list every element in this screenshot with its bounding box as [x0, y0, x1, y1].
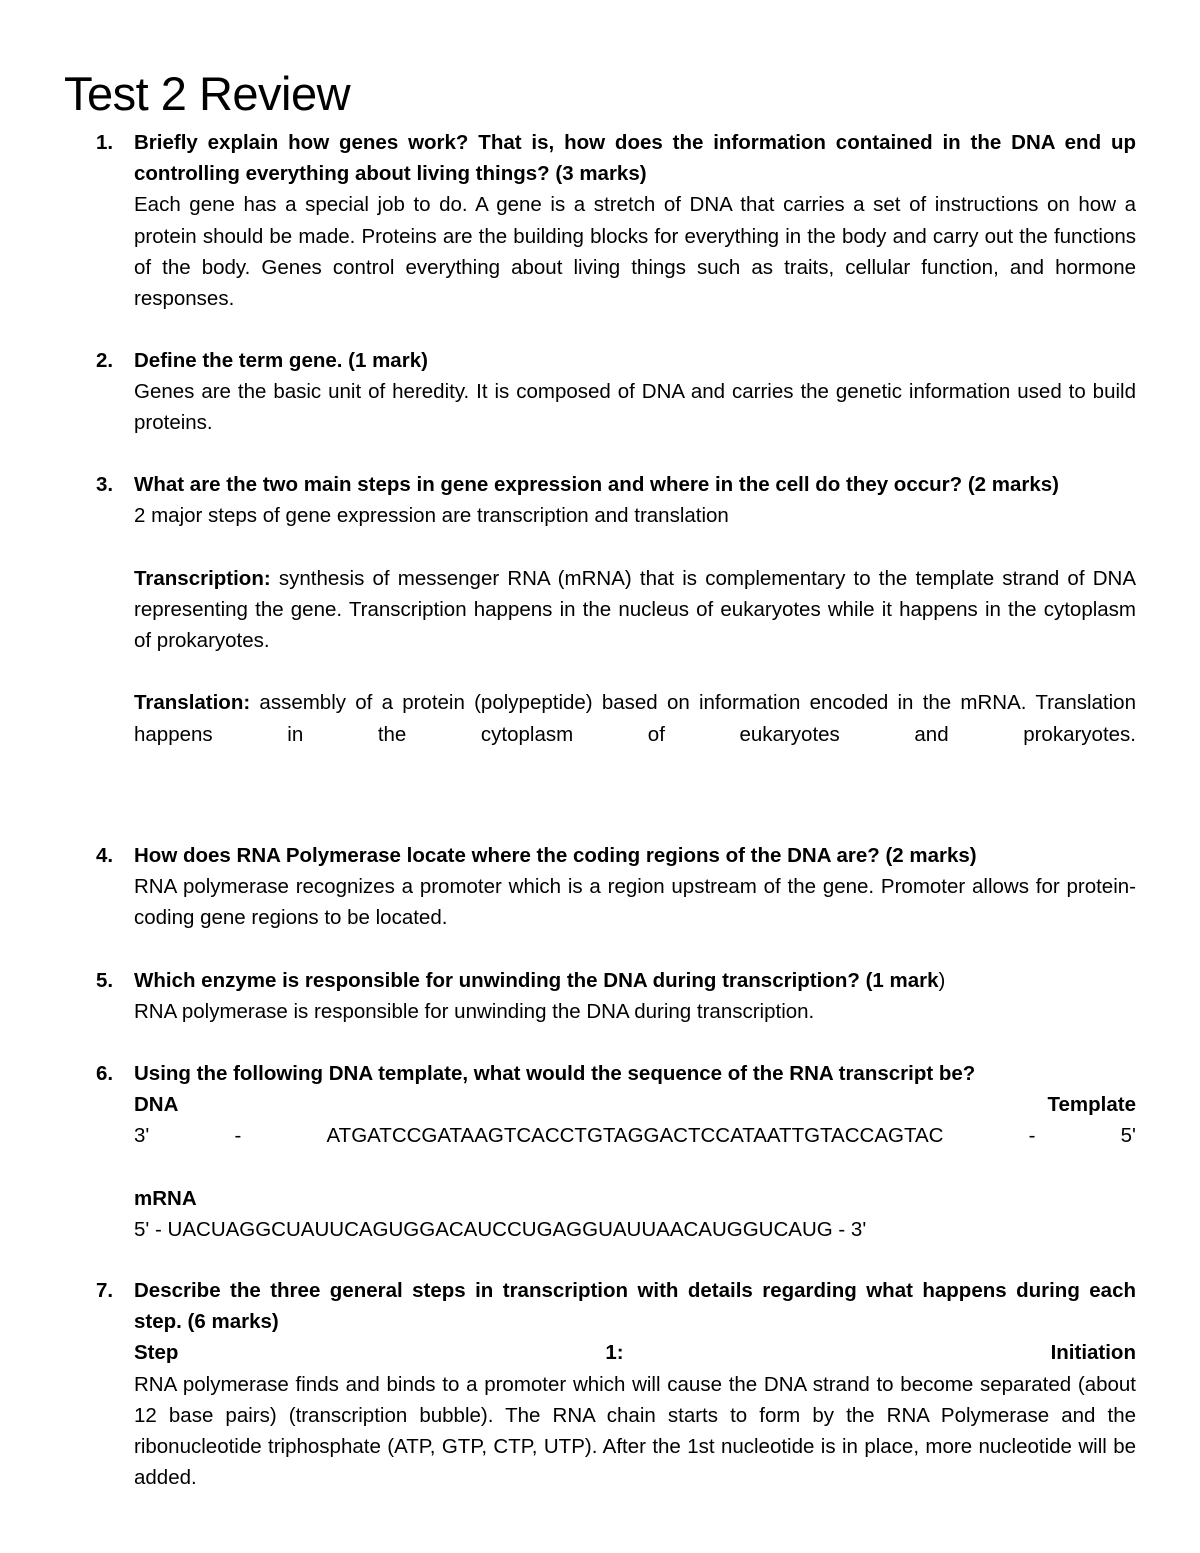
dna-seq-part: 5' [1120, 1124, 1136, 1148]
question-text-close: ) [938, 969, 946, 992]
question-number: 6. [96, 1062, 114, 1085]
step-part: Initiation [1050, 1341, 1136, 1365]
question-text: Describe the three general steps in transcription with details regarding what happens during each step. (6 marks) [134, 1279, 1136, 1334]
transcription-paragraph [134, 563, 1136, 657]
answer-text: Each gene has a special job to do. A gene is a stretch of DNA that carries a set of instructions on how a protein should be made. Proteins are the building blocks for everything in the body and carry out the functions of the body. Genes control everything about living things such as traits, cellular function, and hormone responses. [134, 193, 1136, 311]
question-text: How does RNA Polymerase locate where the coding regions of the DNA are? (2 marks) [134, 844, 977, 867]
answer-text: Genes are the basic unit of heredity. It is composed of DNA and carries the genetic information used to build proteins. [134, 380, 1136, 435]
question-6 [96, 1058, 1136, 1245]
question-5 [96, 965, 1136, 1027]
mrna-sequence: 5' - UACUAGGCUAUUCAGUGGACAUCCUGAGGUAUUAACAUGGUCAUG - 3' [134, 1218, 867, 1241]
question-text: Define the term gene. (1 mark) [134, 349, 428, 372]
translation-text: assembly of a protein (polypeptide) based on information encoded in the mRNA. Translation happens in the cytoplasm of eukaryotes and prokaryotes. [134, 691, 1136, 746]
answer-text: RNA polymerase is responsible for unwinding the DNA during transcription. [134, 1000, 815, 1024]
question-7 [96, 1275, 1136, 1493]
question-text-line [134, 965, 1136, 996]
question-number: 3. [96, 473, 114, 496]
question-text: What are the two main steps in gene expression and where in the cell do they occur? (2 marks) [134, 473, 1060, 496]
dna-seq-part: ATGATCCGATAAGTCACCTGTAGGACTCCATAATTGTACCAGTAC [326, 1124, 944, 1148]
transcription-label: Transcription: [134, 566, 271, 590]
question-number: 2. [96, 349, 114, 372]
answer-text: RNA polymerase recognizes a promoter which is a region upstream of the gene. Promoter allows for protein-coding gene regions to be located. [134, 875, 1136, 930]
question-number: 5. [96, 969, 114, 992]
translation-label: Translation: [134, 691, 251, 715]
question-text: Using the following DNA template, what would the sequence of the RNA transcript be? [134, 1062, 976, 1085]
dna-template-label [134, 1089, 1136, 1120]
answer-text: 2 major steps of gene expression are transcription and translation [134, 504, 729, 528]
question-text: Which enzyme is responsible for unwinding the DNA during transcription? (1 mark [134, 969, 939, 992]
template-label: Template [1047, 1093, 1136, 1117]
page-title: Test 2 Review [64, 67, 351, 120]
dna-label: DNA [134, 1093, 179, 1117]
question-number: 1. [96, 131, 114, 154]
dna-seq-part: - [234, 1124, 242, 1148]
dna-seq-part: 3' [134, 1124, 150, 1148]
step-heading [134, 1337, 1136, 1368]
step-part: 1: [605, 1341, 624, 1365]
mrna-label: mRNA [134, 1186, 197, 1210]
question-number: 4. [96, 844, 114, 867]
question-4 [96, 840, 1136, 934]
translation-paragraph [134, 687, 1136, 749]
answer-text: RNA polymerase finds and binds to a promoter which will cause the DNA strand to become separated (about 12 base pairs) (transcription bubble). The RNA chain starts to form by the RNA Polymerase and the ribonucleotide triphosphate (ATP, GTP, CTP, UTP). After the 1st nucleotide is in place, more nucleotide will be added. [134, 1372, 1136, 1490]
question-2 [96, 345, 1136, 439]
question-number: 7. [96, 1279, 114, 1302]
dna-sequence [134, 1120, 1136, 1151]
transcription-text: synthesis of messenger RNA (mRNA) that is complementary to the template strand of DNA representing the gene. Transcription happens in the nucleus of eukaryotes while it happens in the cytoplasm of prokaryotes. [134, 566, 1136, 652]
question-3 [96, 469, 1136, 750]
dna-seq-part: - [1028, 1124, 1036, 1148]
question-text: Briefly explain how genes work? That is, how does the information contained in the DNA end up controlling everything about living things? (3 marks) [134, 131, 1136, 186]
step-part: Step [134, 1341, 179, 1365]
question-1 [96, 127, 1136, 314]
